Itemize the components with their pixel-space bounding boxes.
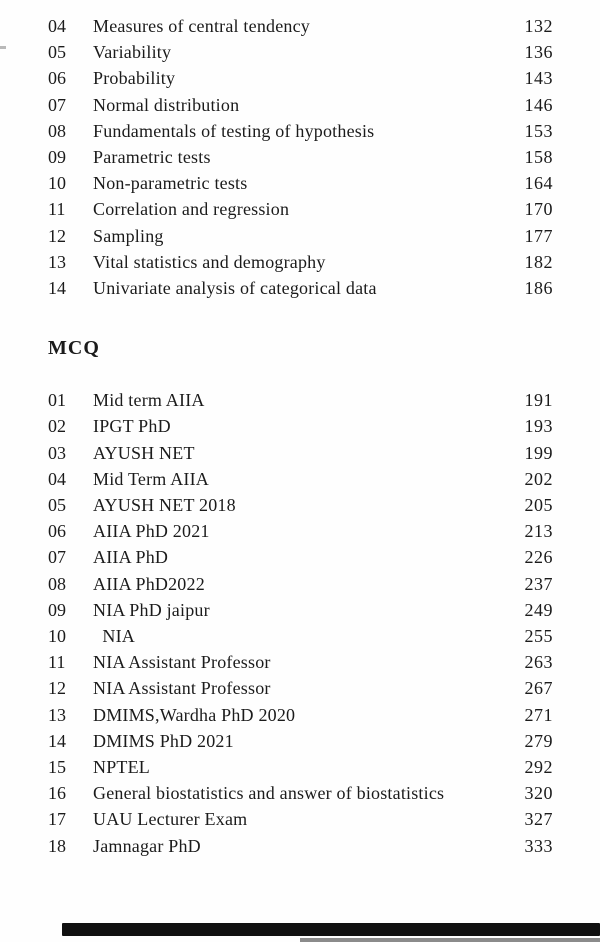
- entry-number: 11: [48, 199, 66, 220]
- entry-number: 05: [48, 42, 66, 63]
- toc-row: [48, 833, 553, 859]
- entry-title: AYUSH NET: [93, 442, 195, 463]
- entry-title: DMIMS,Wardha PhD 2020: [93, 704, 296, 725]
- scan-artifact-shadow: [300, 938, 600, 942]
- entry-title: UAU Lecturer Exam: [93, 809, 248, 830]
- toc-row: [48, 754, 553, 780]
- entry-number: 13: [48, 251, 66, 272]
- entry-page: 136: [524, 42, 553, 63]
- toc-row: [48, 728, 553, 754]
- entry-page: 153: [524, 120, 553, 141]
- entry-title: IPGT PhD: [93, 416, 171, 437]
- entry-title: Fundamentals of testing of hypothesis: [93, 120, 375, 141]
- entry-number: 07: [48, 94, 66, 115]
- entry-page: 271: [524, 704, 553, 725]
- toc-row: [48, 65, 553, 91]
- toc-row: [48, 170, 553, 196]
- entry-number: 07: [48, 547, 66, 568]
- entry-number: 09: [48, 147, 66, 168]
- toc-row: [48, 518, 553, 544]
- entry-number: 13: [48, 704, 66, 725]
- entry-number: 14: [48, 278, 66, 299]
- toc-row: [48, 92, 553, 118]
- toc-row: [48, 675, 553, 701]
- toc-row: [48, 144, 553, 170]
- toc-row: [48, 623, 553, 649]
- entry-page: 249: [524, 599, 553, 620]
- entry-number: 08: [48, 573, 66, 594]
- entry-title: Probability: [93, 68, 176, 89]
- entry-page: 213: [524, 521, 553, 542]
- entry-page: 143: [524, 68, 553, 89]
- entry-number: 06: [48, 521, 66, 542]
- entry-title: AIIA PhD2022: [93, 573, 205, 594]
- entry-title: NIA PhD jaipur: [93, 599, 210, 620]
- entry-number: 04: [48, 468, 66, 489]
- entry-title: Measures of central tendency: [93, 16, 311, 36]
- entry-page: 263: [524, 652, 553, 673]
- entry-number: 08: [48, 120, 66, 141]
- entry-title: Correlation and regression: [93, 199, 290, 220]
- entry-page: 320: [524, 783, 553, 804]
- entry-page: 191: [524, 390, 553, 411]
- toc-row: [48, 118, 553, 144]
- toc-row: [48, 702, 553, 728]
- entry-number: 12: [48, 225, 66, 246]
- entry-title: DMIMS PhD 2021: [93, 730, 234, 751]
- toc-row: [48, 806, 553, 832]
- entry-number: 18: [48, 835, 66, 856]
- entry-page: 164: [524, 173, 553, 194]
- entry-number: 05: [48, 495, 66, 516]
- entry-number: 10: [48, 626, 66, 647]
- entry-number: 03: [48, 442, 66, 463]
- entry-page: 186: [524, 278, 553, 299]
- entry-number: 10: [48, 173, 66, 194]
- toc-row: [48, 571, 553, 597]
- entry-page: 158: [524, 147, 553, 168]
- entry-number: 12: [48, 678, 66, 699]
- entry-page: 292: [524, 757, 553, 778]
- toc-row: [48, 440, 553, 466]
- entry-page: 255: [524, 626, 553, 647]
- toc-row: [48, 649, 553, 675]
- entry-page: 205: [524, 495, 553, 516]
- entry-title: Mid Term AIIA: [93, 468, 209, 489]
- toc-row: [48, 413, 553, 439]
- entry-title: NIA Assistant Professor: [93, 678, 271, 699]
- toc-row: [48, 223, 553, 249]
- toc-row: [48, 387, 553, 413]
- entry-title: NPTEL: [93, 757, 150, 778]
- entry-title: Parametric tests: [93, 147, 211, 168]
- toc-row: [48, 39, 553, 65]
- toc-row: [48, 492, 553, 518]
- entry-number: 15: [48, 757, 66, 778]
- scan-artifact-bar: [62, 923, 600, 936]
- entry-number: 17: [48, 809, 66, 830]
- entry-title: AYUSH NET 2018: [93, 495, 236, 516]
- toc-row: [48, 275, 553, 301]
- entry-title: AIIA PhD: [93, 547, 169, 568]
- chapter-list: [0, 0, 600, 301]
- entry-title: NIA: [93, 626, 135, 647]
- entry-page: 199: [524, 442, 553, 463]
- entry-page: 193: [524, 416, 553, 437]
- toc-row: [48, 196, 553, 222]
- entry-title: General biostatistics and answer of biostatistics: [93, 783, 445, 804]
- entry-title: Normal distribution: [93, 94, 240, 115]
- entry-page: 327: [524, 809, 553, 830]
- entry-number: 01: [48, 390, 66, 411]
- entry-page: 202: [524, 468, 553, 489]
- entry-title: Non-parametric tests: [93, 173, 248, 194]
- mcq-heading: MCQ: [48, 337, 100, 360]
- toc-row: [48, 249, 553, 275]
- entry-title: Mid term AIIA: [93, 390, 205, 411]
- entry-title: Jamnagar PhD: [93, 835, 201, 856]
- entry-page: 170: [524, 199, 553, 220]
- entry-number: 02: [48, 416, 66, 437]
- toc-row: [48, 466, 553, 492]
- entry-title: NIA Assistant Professor: [93, 652, 271, 673]
- entry-number: 09: [48, 599, 66, 620]
- toc-row: [48, 597, 553, 623]
- entry-page: 132: [524, 16, 553, 36]
- entry-page: 177: [524, 225, 553, 246]
- entry-title: AIIA PhD 2021: [93, 521, 210, 542]
- toc-row: [48, 13, 553, 39]
- entry-title: Variability: [93, 42, 172, 63]
- entry-title: Vital statistics and demography: [93, 251, 326, 272]
- entry-number: 16: [48, 783, 66, 804]
- entry-page: 182: [524, 251, 553, 272]
- entry-title: Sampling: [93, 225, 164, 246]
- toc-row: [48, 780, 553, 806]
- scan-speck: [0, 46, 6, 49]
- toc-row: [48, 544, 553, 570]
- entry-page: 333: [524, 835, 553, 856]
- entry-page: 146: [524, 94, 553, 115]
- entry-page: 267: [524, 678, 553, 699]
- entry-number: 11: [48, 652, 66, 673]
- entry-title: Univariate analysis of categorical data: [93, 278, 377, 299]
- entry-number: 06: [48, 68, 66, 89]
- mcq-list: [0, 361, 600, 859]
- entry-page: 279: [524, 730, 553, 751]
- entry-number: 04: [48, 16, 66, 36]
- entry-page: 237: [524, 573, 553, 594]
- entry-page: 226: [524, 547, 553, 568]
- entry-number: 14: [48, 730, 66, 751]
